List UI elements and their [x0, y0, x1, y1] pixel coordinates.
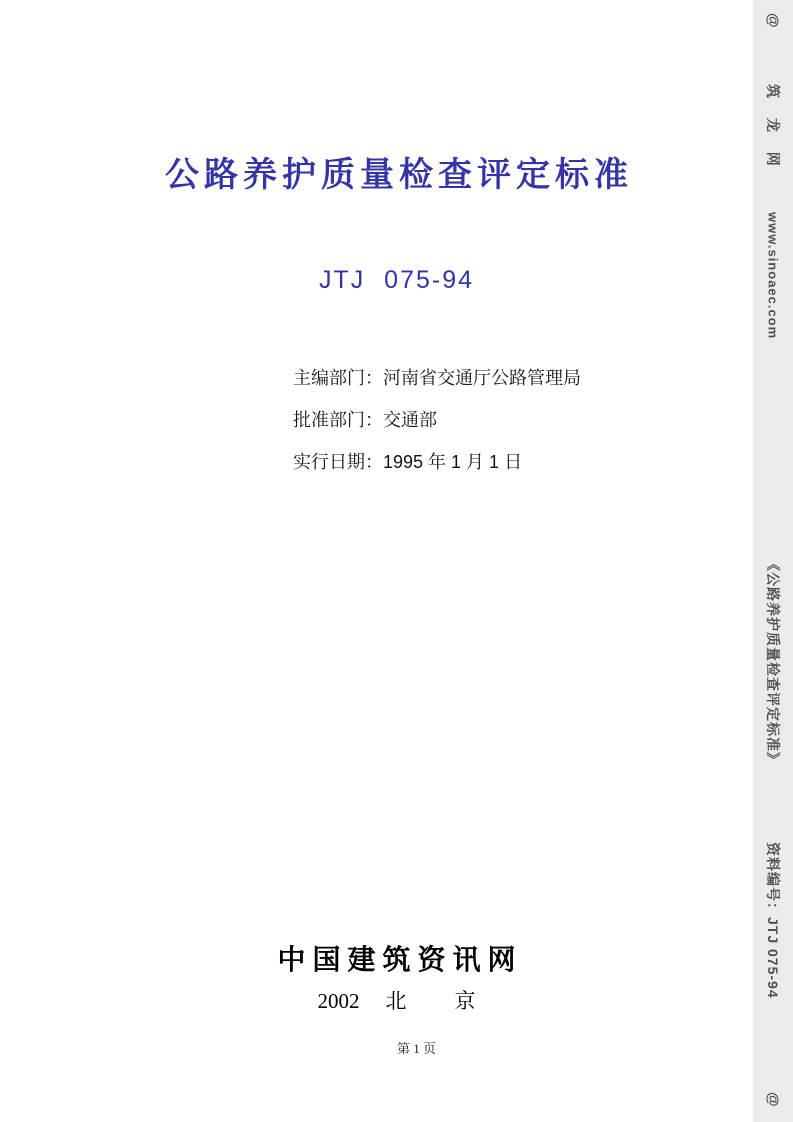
- effective-date-line: 实行日期：1995 年 1 月 1 日: [293, 452, 523, 472]
- sidebar-site-url: www.sinoaec.com: [765, 212, 781, 340]
- at-symbol-bottom-icon: @: [764, 1092, 782, 1107]
- standard-number: JTJ 075-94: [318, 266, 475, 294]
- page-number: 第 1 页: [396, 1041, 436, 1056]
- publication-city-char-2: 京: [454, 989, 476, 1013]
- sidebar-document-title: 《公路养护质量检查评定标准》: [765, 557, 781, 767]
- publisher-name: 中国建筑资讯网: [277, 945, 523, 976]
- publication-city-char-1: 北: [385, 989, 407, 1013]
- at-symbol-top-icon: @: [764, 13, 782, 28]
- watermark-sidebar: [753, 0, 793, 1122]
- publication-year: 2002: [317, 989, 360, 1013]
- approval-department-line: 批准部门：交通部: [293, 410, 437, 430]
- info-block: [293, 369, 581, 495]
- sidebar-document-number: 资料编号：JTJ 075-94: [765, 842, 781, 999]
- chief-editor-line: 主编部门：河南省交通厅公路管理局: [293, 368, 581, 388]
- publication-line: [0, 985, 793, 1015]
- document-title: 公路养护质量检查评定标准: [165, 156, 633, 194]
- sidebar-site-name: 筑 龙 网: [765, 84, 781, 174]
